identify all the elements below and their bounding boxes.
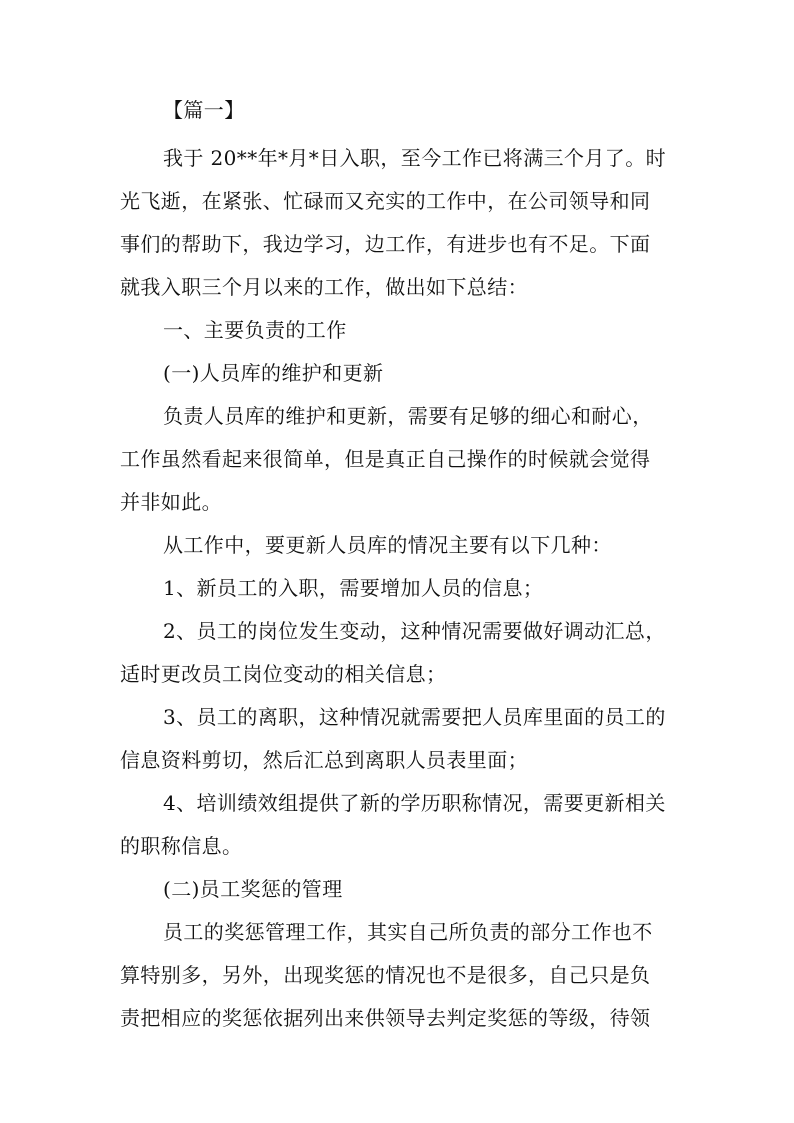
paragraph-line: 工作虽然看起来很简单，但是真正自己操作的时候就会觉得 [120, 447, 651, 471]
paragraph-line: 事们的帮助下，我边学习，边工作，有进步也有不足。下面 [120, 232, 651, 256]
paragraph-line: 并非如此。 [120, 490, 222, 514]
heading-level-2: (二)员工奖惩的管理 [163, 877, 343, 901]
list-item-4-continuation: 的职称信息。 [120, 834, 243, 858]
paragraph-line: 员工的奖惩管理工作，其实自己所负责的部分工作也不 [163, 920, 653, 944]
section-title: 【篇一】 [163, 98, 245, 122]
list-item-1: 1、新员工的入职，需要增加人员的信息； [163, 576, 544, 600]
list-item-3: 3、员工的离职，这种情况就需要把人员库里面的员工的 [163, 705, 666, 729]
heading-level-2: (一)人员库的维护和更新 [163, 361, 384, 385]
list-item-2: 2、员工的岗位发生变动，这种情况需要做好调动汇总， [163, 619, 666, 643]
list-item-3-continuation: 信息资料剪切，然后汇总到离职人员表里面； [120, 748, 528, 772]
list-item-4: 4、培训绩效组提供了新的学历职称情况，需要更新相关 [163, 791, 666, 815]
paragraph-line: 算特别多，另外，出现奖惩的情况也不是很多，自己只是负 [120, 963, 651, 987]
paragraph-line: 光飞逝，在紧张、忙碌而又充实的工作中，在公司领导和同 [120, 189, 651, 213]
paragraph-line: 从工作中，要更新人员库的情况主要有以下几种： [163, 533, 612, 557]
list-item-2-continuation: 适时更改员工岗位变动的相关信息； [120, 662, 447, 686]
paragraph-line: 责把相应的奖惩依据列出来供领导去判定奖惩的等级，待领 [120, 1006, 651, 1030]
paragraph-line: 负责人员库的维护和更新，需要有足够的细心和耐心， [163, 404, 653, 428]
paragraph-line: 就我入职三个月以来的工作，做出如下总结： [120, 275, 528, 299]
paragraph-line: 我于 20**年*月*日入职，至今工作已将满三个月了。时 [163, 146, 667, 170]
heading-level-1: 一、主要负责的工作 [163, 318, 347, 342]
